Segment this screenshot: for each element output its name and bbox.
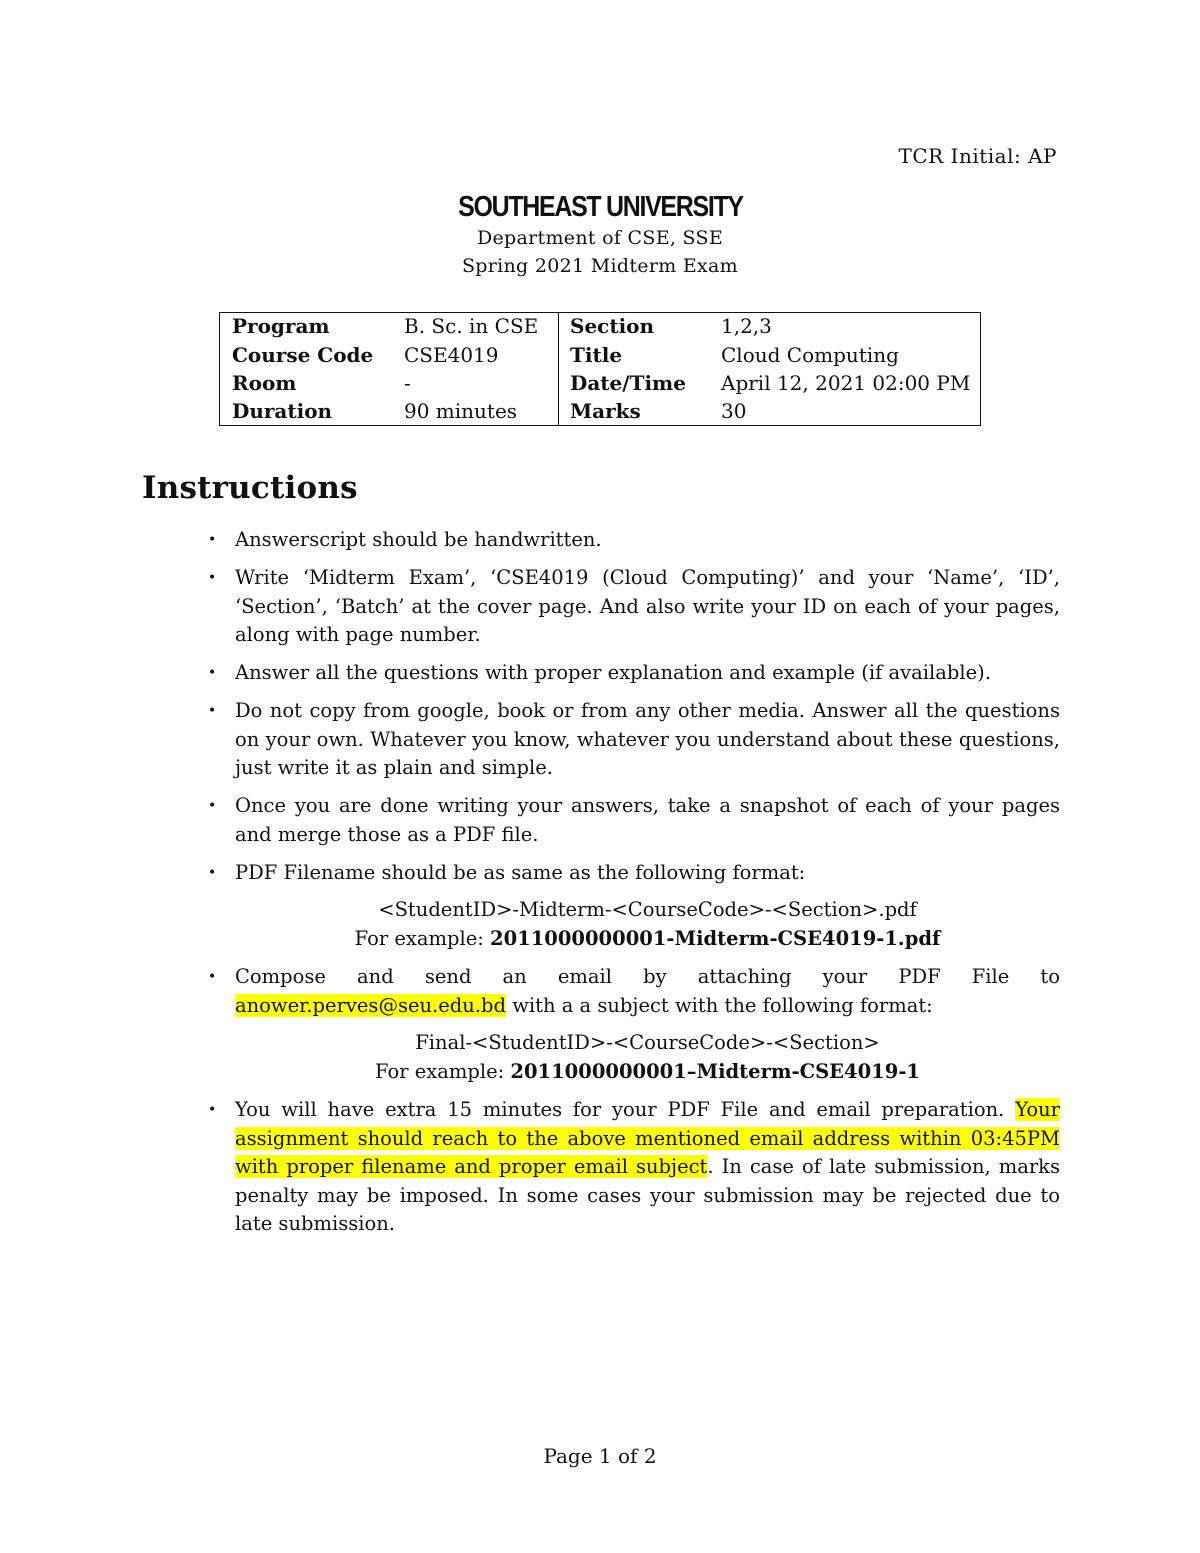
subject-example-line <box>235 1058 1060 1087</box>
instruction-text: PDF Filename should be as same as the following format: <box>235 860 806 884</box>
list-item <box>205 564 1060 650</box>
instruction-text: with a a subject with the following format: <box>506 993 933 1017</box>
bullet-icon: • <box>208 969 217 985</box>
title-value: Cloud Computing <box>721 343 899 367</box>
course-code-label: Course Code <box>232 343 374 367</box>
list-item <box>205 792 1060 849</box>
tcr-initial: TCR Initial: AP <box>898 144 1057 168</box>
instruction-text: You will have extra 15 minutes for your PDF File and email preparation. <box>235 1098 1016 1121</box>
datetime-value: April 12, 2021 02:00 PM <box>721 371 971 395</box>
filename-example-line <box>235 925 1060 954</box>
bullet-icon: • <box>208 798 217 814</box>
title-label: Title <box>570 343 623 367</box>
table-divider <box>558 313 559 425</box>
course-code-value: CSE4019 <box>404 343 499 367</box>
department-name: Department of CSE, SSE <box>476 227 724 249</box>
duration-value: 90 minutes <box>404 399 518 423</box>
subject-example-prefix: For example: <box>375 1059 511 1083</box>
program-label: Program <box>232 314 330 338</box>
bullet-icon: • <box>208 570 217 586</box>
subject-format-block <box>235 1029 1060 1086</box>
subject-example: 2011000000001–Midterm-CSE4019-1 <box>510 1059 920 1083</box>
list-item <box>205 963 1060 1086</box>
bullet-icon: • <box>208 532 217 548</box>
datetime-label: Date/Time <box>570 371 686 395</box>
bullet-icon: • <box>208 864 217 881</box>
instruction-text: Write ‘Midterm Exam’, ‘CSE4019 (Cloud Computing)’ and your ‘Name’, ‘ID’, ‘Section’, ‘Batch’ at the cover page. And also write your ID on each of your pages, along with page number. <box>235 566 1060 646</box>
room-label: Room <box>232 371 297 395</box>
bullet-icon: • <box>208 703 217 719</box>
page-number: Page 1 of 2 <box>543 1444 657 1468</box>
room-value: - <box>404 371 411 395</box>
filename-format: <StudentID>-Midterm-<CourseCode>-<Section>.pdf <box>378 898 917 921</box>
section-label: Section <box>570 314 655 338</box>
list-item <box>205 526 1060 555</box>
exam-name: Spring 2021 Midterm Exam <box>461 255 738 277</box>
list-item <box>205 659 1060 688</box>
filename-example: 2011000000001-Midterm-CSE4019-1.pdf <box>490 926 941 950</box>
section-value: 1,2,3 <box>721 314 772 338</box>
instruction-text: Answer all the questions with proper explanation and example (if available). <box>235 661 991 684</box>
filename-example-prefix: For example: <box>354 926 491 950</box>
instructions-heading: Instructions <box>142 470 358 506</box>
university-name: SOUTHEAST UNIVERSITY <box>457 191 743 223</box>
list-item <box>205 697 1060 783</box>
list-item <box>205 859 1060 954</box>
list-item <box>205 1096 1060 1239</box>
document-header <box>0 190 1200 280</box>
instruction-text: Once you are done writing your answers, take a snapshot of each of your pages and merge those as a PDF file. <box>235 794 1060 846</box>
program-value: B. Sc. in CSE <box>404 314 539 338</box>
email-address: anower.perves@seu.edu.bd <box>235 993 506 1017</box>
marks-value: 30 <box>721 399 747 423</box>
instruction-text: . In case of late submission, marks penalty may be imposed. In some cases your submission may be rejected due to late submission. <box>235 1155 1060 1235</box>
subject-format: Final-<StudentID>-<CourseCode>-<Section> <box>415 1031 880 1054</box>
instruction-text: Do not copy from google, book or from any other media. Answer all the questions on your own. Whatever you know, whatever you understand about these questions, just write it as plain and simple. <box>235 699 1060 779</box>
instruction-text: Compose and send an email by attaching your PDF File to <box>235 965 1060 988</box>
deadline-highlight: Your assignment should reach to the above mentioned email address within 03:45PM with proper filename and proper email subject <box>235 1098 1060 1178</box>
bullet-icon: • <box>208 665 217 681</box>
instruction-text: Answerscript should be handwritten. <box>235 528 602 551</box>
marks-label: Marks <box>570 399 641 423</box>
bullet-icon: • <box>208 1102 217 1118</box>
duration-label: Duration <box>232 399 333 423</box>
exam-info-table <box>219 312 981 426</box>
instructions-list <box>205 526 1060 1248</box>
filename-format-block <box>235 896 1060 953</box>
